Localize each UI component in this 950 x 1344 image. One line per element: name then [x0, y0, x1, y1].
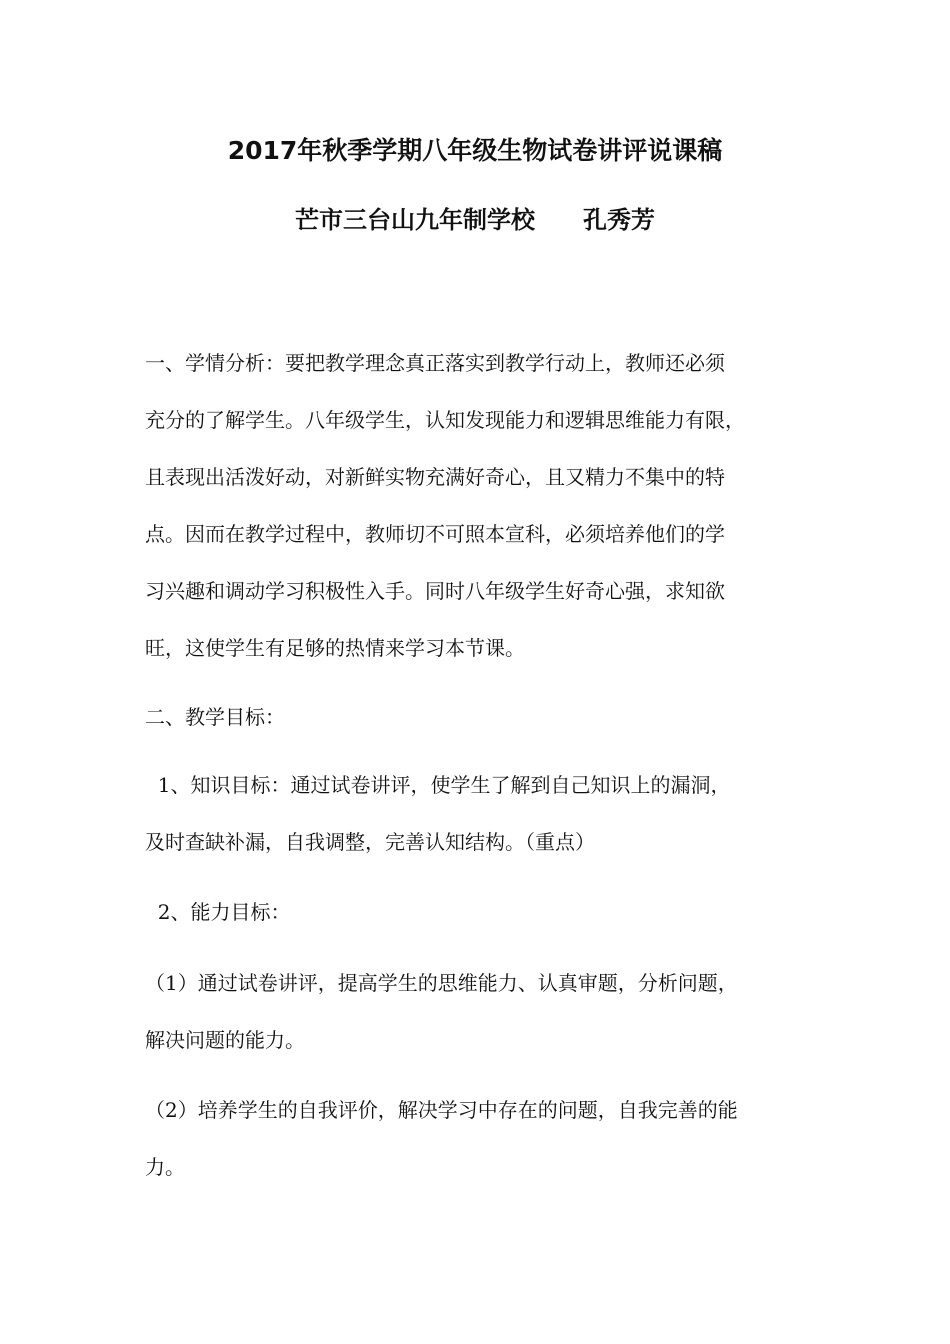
paragraph-line: 一、学情分析：要把教学理念真正落实到教学行动上，教师还必须	[145, 351, 725, 375]
section-ability-item-1	[145, 963, 825, 1077]
paragraph-line: 点。因而在教学过程中，教师切不可照本宣科，必须培养他们的学	[145, 522, 725, 546]
subsection-heading: 2、能力目标：	[145, 900, 291, 924]
paragraph-line: 解决问题的能力。	[145, 1028, 305, 1052]
section-knowledge-goal	[145, 765, 825, 879]
author-school: 芒市三台山九年制学校	[295, 206, 535, 234]
section-analysis	[145, 343, 825, 685]
section-ability-item-2	[145, 1090, 825, 1204]
paragraph-line: 且表现出活泼好动，对新鲜实物充满好奇心，且又精力不集中的特	[145, 465, 725, 489]
section-ability-goal-heading	[145, 892, 825, 949]
section-goals-heading	[145, 697, 825, 754]
paragraph-line: 旺，这使学生有足够的热情来学习本节课。	[145, 636, 525, 660]
document-author-line	[0, 202, 950, 238]
paragraph-line: （1）通过试卷讲评，提高学生的思维能力、认真审题，分析问题，	[145, 971, 738, 995]
document-title: 2017年秋季学期八年级生物试卷讲评说课稿	[227, 136, 723, 165]
paragraph-line: （2）培养学生的自我评价，解决学习中存在的问题，自我完善的能	[145, 1098, 738, 1122]
paragraph-line: 1、知识目标：通过试卷讲评，使学生了解到自己知识上的漏洞，	[145, 773, 731, 797]
paragraph-line: 充分的了解学生。八年级学生，认知发现能力和逻辑思维能力有限，	[145, 408, 745, 432]
section-heading: 二、教学目标：	[145, 705, 285, 729]
author-name: 孔秀芳	[583, 206, 655, 234]
paragraph-line: 及时查缺补漏，自我调整，完善认知结构。（重点）	[145, 830, 595, 854]
paragraph-line: 力。	[145, 1155, 185, 1179]
paragraph-line: 习兴趣和调动学习积极性入手。同时八年级学生好奇心强，求知欲	[145, 579, 725, 603]
